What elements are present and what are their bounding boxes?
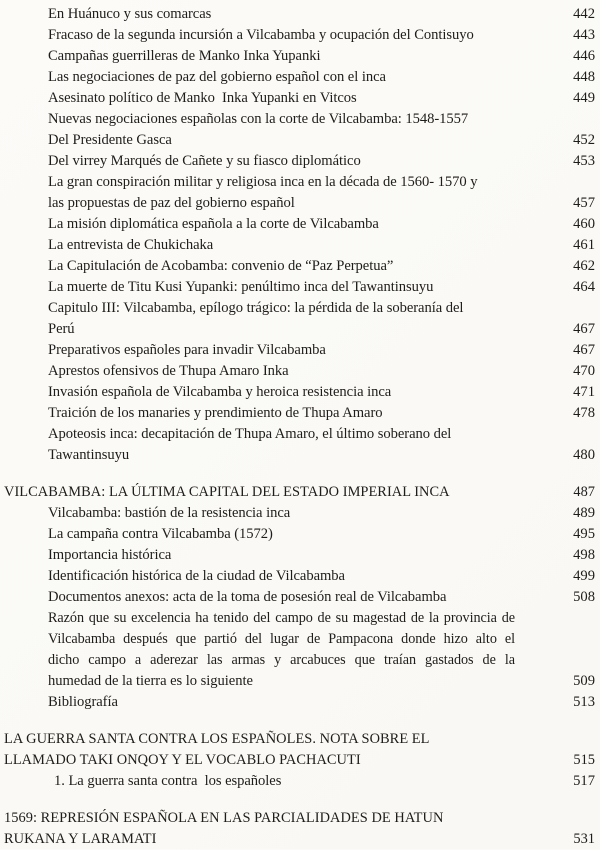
toc-section-heading — [4, 482, 595, 503]
toc-entry — [4, 109, 595, 130]
toc-heading-text: VILCABAMBA: LA ÚLTIMA CAPITAL DEL ESTADO IMPERIAL INCA — [4, 484, 450, 500]
toc-section-heading — [4, 808, 595, 829]
toc-page-number: 508 — [573, 589, 595, 605]
toc-entry-text: Identificación histórica de la ciudad de Vilcabamba — [48, 568, 345, 584]
toc-entry-text: Tawantinsuyu — [48, 447, 130, 463]
toc-entry-text: Invasión española de Vilcabamba y heroica resistencia inca — [48, 384, 392, 400]
toc-entry-text: Perú — [48, 321, 75, 337]
toc-page-number: 495 — [573, 526, 595, 542]
toc-entry-text: Apoteosis inca: decapitación de Thupa Amaro, el último soberano del — [48, 426, 452, 442]
toc-entry — [4, 151, 595, 172]
toc-entry — [4, 650, 595, 671]
toc-entry-text: Razón que su excelencia ha tenido del campo de su magestad de la provincia de — [48, 610, 515, 626]
toc-page-number: 467 — [573, 321, 595, 337]
toc-page-number: 487 — [573, 484, 595, 500]
toc-entry — [4, 692, 595, 713]
toc-entry — [4, 319, 595, 340]
toc-entry-text: La entrevista de Chukichaka — [48, 237, 214, 253]
toc-page-number: 460 — [573, 216, 595, 232]
toc-entry — [4, 629, 595, 650]
toc-entry — [4, 193, 595, 214]
toc-entry — [4, 88, 595, 109]
toc-page-number: 515 — [573, 752, 595, 768]
toc-heading-text: RUKANA Y LARAMATI — [4, 831, 157, 847]
toc-page-number: 448 — [573, 69, 595, 85]
toc-page-number: 509 — [573, 673, 595, 689]
toc-entry — [4, 67, 595, 88]
toc-entry-text: La Capitulación de Acobamba: convenio de “Paz Perpetua” — [48, 258, 394, 274]
toc-entry — [4, 545, 595, 566]
toc-entry — [4, 566, 595, 587]
toc-entry-text: Bibliografía — [48, 694, 118, 710]
toc-page-number: 470 — [573, 363, 595, 379]
toc-entry-text: La gran conspiración militar y religiosa inca en la década de 1560- 1570 y — [48, 174, 478, 190]
toc-entry — [4, 25, 595, 46]
toc-entry-text: Las negociaciones de paz del gobierno español con el inca — [48, 69, 386, 85]
toc-entry-text: Aprestos ofensivos de Thupa Amaro Inka — [48, 363, 289, 379]
toc-page-number: 464 — [573, 279, 595, 295]
toc-entry — [4, 130, 595, 151]
toc-entry — [4, 298, 595, 319]
toc-entry-text: La misión diplomática española a la corte de Vilcabamba — [48, 216, 379, 232]
toc-entry-text: La campaña contra Vilcabamba (1572) — [48, 526, 273, 542]
toc-entry — [4, 771, 595, 792]
toc-page-number: 457 — [573, 195, 595, 211]
toc-entry — [4, 277, 595, 298]
toc-page-number: 446 — [573, 48, 595, 64]
toc-heading-text: LLAMADO TAKI ONQOY Y EL VOCABLO PACHACUTI — [4, 752, 361, 768]
toc-entry-text: La muerte de Titu Kusi Yupanki: penúltimo inca del Tawantinsuyu — [48, 279, 434, 295]
toc-entry-text: Fracaso de la segunda incursión a Vilcabamba y ocupación del Contisuyo — [48, 27, 474, 43]
toc-heading-text: 1569: REPRESIÓN ESPAÑOLA EN LAS PARCIALIDADES DE HATUN — [4, 810, 444, 826]
toc-section-heading — [4, 829, 595, 850]
toc-page-number: 442 — [573, 6, 595, 22]
toc-entry-text: En Huánuco y sus comarcas — [48, 6, 212, 22]
toc-page-number: 531 — [573, 831, 595, 847]
toc-entry-text: Campañas guerrilleras de Manko Inka Yupanki — [48, 48, 321, 64]
toc-section-heading — [4, 729, 595, 750]
toc-entry-text: 1. La guerra santa contra los españoles — [54, 773, 282, 789]
toc-entry — [4, 46, 595, 67]
toc-entry-text: Del virrey Marqués de Cañete y su fiasco diplomático — [48, 153, 361, 169]
toc-entry — [4, 424, 595, 445]
toc-heading-text: LA GUERRA SANTA CONTRA LOS ESPAÑOLES. NOTA SOBRE EL — [4, 731, 430, 747]
toc-page-number: 443 — [573, 27, 595, 43]
toc-entry — [4, 235, 595, 256]
toc-entry — [4, 671, 595, 692]
toc-entry-text: Importancia histórica — [48, 547, 172, 563]
toc-section-heading — [4, 750, 595, 771]
toc-entry — [4, 172, 595, 193]
toc-entry-text: Traición de los manaries y prendimiento de Thupa Amaro — [48, 405, 383, 421]
toc-entry-text: Preparativos españoles para invadir Vilcabamba — [48, 342, 326, 358]
toc-page-number: 498 — [573, 547, 595, 563]
toc-entry-text: Vilcabamba: bastión de la resistencia inca — [48, 505, 291, 521]
toc-page-number: 449 — [573, 90, 595, 106]
toc-entry-text: dicho campo a aderezar las armas y arcabuces que traían gastados de la — [48, 652, 515, 668]
toc-entry — [4, 524, 595, 545]
toc-page-number: 452 — [573, 132, 595, 148]
toc-entry — [4, 382, 595, 403]
toc-entry — [4, 214, 595, 235]
toc-entry — [4, 608, 595, 629]
toc-page-number: 471 — [573, 384, 595, 400]
toc-entry-text: Del Presidente Gasca — [48, 132, 172, 148]
toc-entry — [4, 340, 595, 361]
toc-entry-text: las propuestas de paz del gobierno español — [48, 195, 295, 211]
toc-entry-text: humedad de la tierra es lo siguiente — [48, 673, 253, 689]
toc-page-number: 462 — [573, 258, 595, 274]
toc-page-number: 513 — [573, 694, 595, 710]
toc-page-number: 480 — [573, 447, 595, 463]
toc-page-number: 517 — [573, 773, 595, 789]
toc-page-number: 453 — [573, 153, 595, 169]
toc-page-number: 478 — [573, 405, 595, 421]
toc-entry-text: Capitulo III: Vilcabamba, epílogo trágico: la pérdida de la soberanía del — [48, 300, 464, 316]
toc-entry — [4, 403, 595, 424]
toc-page-number: 489 — [573, 505, 595, 521]
toc-entry-text: Vilcabamba después que partió del lugar de Pampacona donde hizo alto el — [48, 631, 515, 647]
toc-entry — [4, 445, 595, 466]
toc-entry-text: Documentos anexos: acta de la toma de posesión real de Vilcabamba — [48, 589, 447, 605]
toc-entry-text: Asesinato político de Manko Inka Yupanki en Vitcos — [48, 90, 357, 106]
toc-entry-text: Nuevas negociaciones españolas con la corte de Vilcabamba: 1548-1557 — [48, 111, 469, 127]
toc-entry — [4, 587, 595, 608]
toc-page-number: 467 — [573, 342, 595, 358]
toc-page-number: 499 — [573, 568, 595, 584]
toc-entry — [4, 503, 595, 524]
toc-entry — [4, 4, 595, 25]
toc-entry — [4, 361, 595, 382]
toc-entry — [4, 256, 595, 277]
toc-page-number: 461 — [573, 237, 595, 253]
